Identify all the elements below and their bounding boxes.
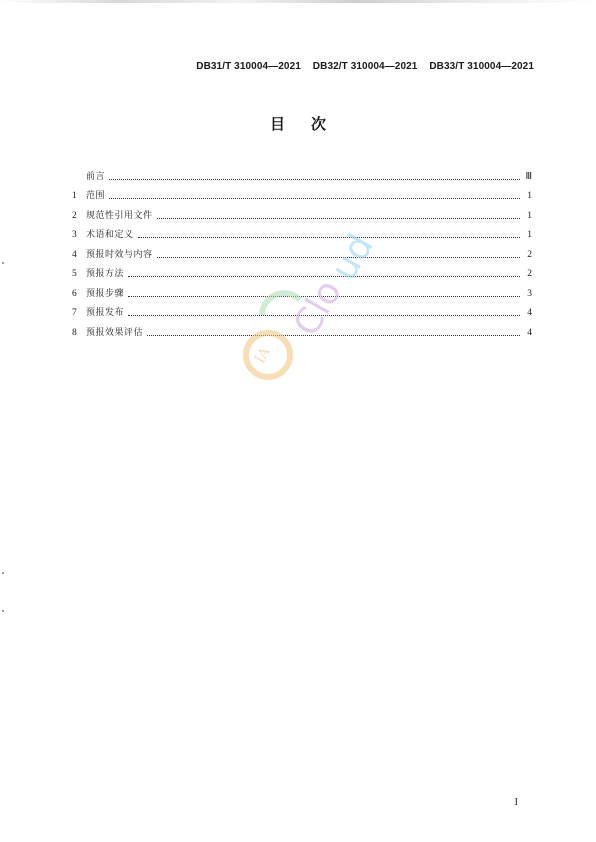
- toc-entry-title: 规范性引用文件: [86, 210, 153, 221]
- toc-entry-number: 6: [72, 288, 77, 299]
- page-title: 目次: [269, 115, 352, 133]
- toc-entry-title: 前言: [86, 171, 106, 182]
- standard-code-db32: DB32/T 310004—2021: [312, 61, 418, 72]
- watermark-logo: [240, 205, 390, 385]
- standard-code-db31: DB31/T 310004—2021: [196, 61, 301, 72]
- toc-entry-page: 4: [527, 327, 532, 338]
- toc-entry-title: 预报时效与内容: [86, 249, 153, 260]
- toc-entry-page: 1: [527, 191, 532, 201]
- toc-entry-page: 2: [527, 249, 532, 260]
- page-number: I: [514, 797, 518, 808]
- watermark-text-cloud: Clo: [285, 273, 351, 344]
- toc-entry-page: 1: [527, 210, 532, 221]
- toc-entry-title: 预报发布: [86, 308, 125, 318]
- watermark-text-ia: IA: [251, 344, 274, 367]
- toc-entry-page: 1: [527, 230, 532, 240]
- scan-mark: [2, 262, 4, 264]
- scan-edge: [0, 0, 596, 3]
- scan-mark: [2, 572, 4, 574]
- toc-entry-page: Ⅲ: [525, 171, 532, 182]
- toc-entry-page: 4: [527, 308, 532, 318]
- toc-entry[interactable]: [72, 163, 532, 183]
- toc-entry-number: 2: [72, 210, 77, 221]
- toc-dot-leader: [109, 178, 520, 180]
- toc-entry-title: 预报步骤: [86, 288, 125, 299]
- toc-entry-title: 术语和定义: [86, 230, 134, 240]
- standard-code-db33: DB33/T 310004—2021: [429, 61, 534, 72]
- watermark-text-ud: ud: [323, 227, 382, 288]
- toc-entry-number: 7: [72, 308, 77, 318]
- toc-entry-number: 4: [72, 249, 77, 260]
- toc-entry[interactable]: [72, 183, 532, 203]
- toc-entry-title: 预报方法: [86, 269, 125, 279]
- toc-entry-number: 5: [72, 269, 77, 279]
- standard-codes: [187, 61, 534, 72]
- toc-entry-title: 范围: [86, 191, 106, 201]
- toc-entry-page: 2: [527, 269, 532, 279]
- scan-mark: [2, 610, 4, 612]
- toc-entry-number: 3: [72, 230, 77, 240]
- toc-entry-title: 预报效果评估: [86, 327, 144, 338]
- toc-entry-number: 1: [72, 191, 77, 201]
- toc-entry-number: 8: [72, 327, 77, 338]
- toc-dot-leader: [109, 197, 520, 199]
- toc-entry-page: 3: [527, 288, 532, 299]
